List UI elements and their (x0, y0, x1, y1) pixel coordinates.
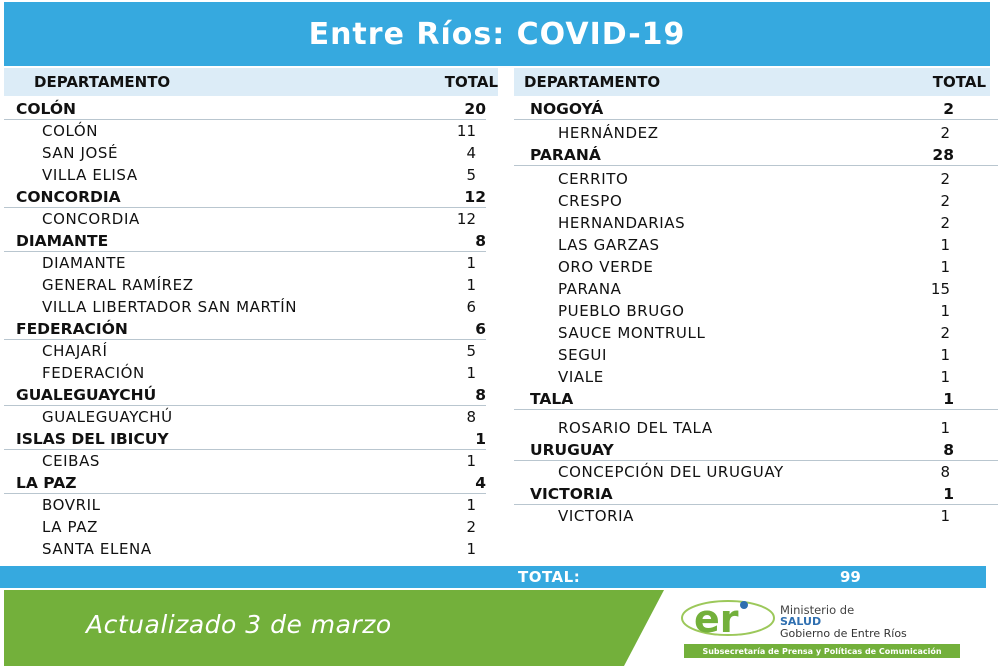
municipality-total: 5 (466, 166, 476, 184)
municipality-row (4, 450, 500, 472)
municipality-total: 2 (940, 192, 950, 210)
municipality-row (514, 366, 990, 388)
municipality-total: 11 (456, 122, 476, 140)
department-name: ISLAS DEL IBICUY (16, 430, 169, 448)
department-name: DIAMANTE (16, 232, 109, 250)
department-row (514, 144, 990, 166)
department-total: 20 (464, 100, 486, 118)
department-total: 1 (943, 485, 954, 503)
municipality-name: CONCORDIA (42, 210, 140, 228)
grand-total-bar (0, 566, 986, 588)
department-total: 4 (475, 474, 486, 492)
municipality-name: FEDERACIÓN (42, 364, 145, 382)
department-total: 28 (932, 146, 954, 164)
municipality-row (4, 406, 500, 428)
column-departamento-label: DEPARTAMENTO (524, 73, 661, 91)
municipality-name: ORO VERDE (558, 258, 654, 276)
department-row (4, 472, 500, 494)
left-departments-table (4, 98, 500, 560)
municipality-name: LAS GARZAS (558, 236, 660, 254)
municipality-name: GUALEGUAYCHÚ (42, 408, 173, 426)
municipality-total: 4 (466, 144, 476, 162)
municipality-row (514, 344, 990, 366)
ministry-line-2: SALUD (780, 615, 822, 628)
municipality-name: DIAMANTE (42, 254, 127, 272)
department-total: 6 (475, 320, 486, 338)
municipality-total: 2 (940, 124, 950, 142)
department-name: PARANÁ (530, 146, 601, 164)
department-row (4, 230, 500, 252)
municipality-name: BOVRIL (42, 496, 101, 514)
municipality-row (514, 168, 990, 190)
department-name: LA PAZ (16, 474, 77, 492)
municipality-row (4, 340, 500, 362)
municipality-name: PARANA (558, 280, 622, 298)
footer-banner (4, 590, 986, 666)
municipality-row (4, 120, 500, 142)
municipality-row (4, 208, 500, 230)
municipality-row (514, 322, 990, 344)
municipality-total: 1 (466, 452, 476, 470)
municipality-name: VICTORIA (558, 507, 635, 525)
municipality-name: SEGUI (558, 346, 608, 364)
department-row (514, 439, 990, 461)
department-row (4, 318, 500, 340)
municipality-name: HERNANDARIAS (558, 214, 686, 232)
column-departamento-label: DEPARTAMENTO (34, 73, 171, 91)
updated-date-text: Actualizado 3 de marzo (86, 610, 392, 639)
department-row (514, 483, 990, 505)
municipality-total: 1 (466, 496, 476, 514)
department-name: VICTORIA (530, 485, 613, 503)
ministry-line-1: Ministerio de (780, 603, 855, 617)
department-row (4, 384, 500, 406)
department-name: TALA (530, 390, 574, 408)
municipality-total: 2 (466, 518, 476, 536)
municipality-row (514, 122, 990, 144)
municipality-total: 5 (466, 342, 476, 360)
subsecretaria-banner: Subsecretaría de Prensa y Políticas de Comunicación (684, 644, 960, 658)
municipality-total: 1 (466, 276, 476, 294)
municipality-row (514, 461, 990, 483)
municipality-row (4, 516, 500, 538)
municipality-total: 2 (940, 324, 950, 342)
municipality-total: 1 (940, 346, 950, 364)
department-name: CONCORDIA (16, 188, 121, 206)
right-column-header (514, 68, 990, 96)
entre-rios-logo-icon (680, 596, 776, 636)
municipality-row (514, 256, 990, 278)
grand-total-label: TOTAL: (518, 568, 581, 586)
department-name: FEDERACIÓN (16, 320, 128, 338)
svg-text:er: er (694, 597, 739, 636)
department-row (4, 428, 500, 450)
department-row (4, 98, 500, 120)
municipality-name: HERNÁNDEZ (558, 124, 659, 142)
department-row (514, 98, 990, 120)
municipality-name: CONCEPCIÓN DEL URUGUAY (558, 463, 784, 481)
ministry-logo-text (780, 604, 907, 640)
municipality-name: SAN JOSÉ (42, 144, 119, 162)
municipality-row (514, 278, 990, 300)
municipality-name: CEIBAS (42, 452, 101, 470)
municipality-name: ROSARIO DEL TALA (558, 419, 713, 437)
municipality-total: 1 (466, 540, 476, 558)
municipality-total: 8 (940, 463, 950, 481)
municipality-name: GENERAL RAMÍREZ (42, 276, 194, 294)
municipality-name: CERRITO (558, 170, 629, 188)
municipality-total: 2 (940, 214, 950, 232)
municipality-total: 1 (940, 302, 950, 320)
department-row (4, 186, 500, 208)
department-total: 2 (943, 100, 954, 118)
department-total: 8 (475, 386, 486, 404)
municipality-total: 1 (466, 364, 476, 382)
page-header (4, 2, 990, 66)
municipality-row (4, 252, 500, 274)
municipality-total: 6 (466, 298, 476, 316)
department-name: GUALEGUAYCHÚ (16, 386, 157, 404)
municipality-row (514, 505, 990, 527)
department-name: URUGUAY (530, 441, 614, 459)
municipality-total: 1 (940, 419, 950, 437)
department-row (514, 388, 990, 410)
right-departments-table (514, 98, 990, 527)
municipality-name: VILLA ELISA (42, 166, 138, 184)
department-total: 8 (943, 441, 954, 459)
municipality-total: 2 (940, 170, 950, 188)
municipality-name: VILLA LIBERTADOR SAN MARTÍN (42, 298, 298, 316)
page-title: Entre Ríos: COVID-19 (308, 16, 686, 52)
municipality-row (4, 296, 500, 318)
municipality-name: LA PAZ (42, 518, 98, 536)
municipality-total: 1 (940, 236, 950, 254)
grand-total-value: 99 (840, 568, 861, 586)
municipality-total: 15 (930, 280, 950, 298)
ministry-line-3: Gobierno de Entre Ríos (780, 627, 907, 640)
municipality-name: COLÓN (42, 122, 99, 140)
municipality-name: CHAJARÍ (42, 342, 108, 360)
department-total: 12 (464, 188, 486, 206)
municipality-row (514, 212, 990, 234)
department-name: NOGOYÁ (530, 100, 604, 118)
municipality-total: 1 (940, 507, 950, 525)
department-total: 8 (475, 232, 486, 250)
municipality-name: PUEBLO BRUGO (558, 302, 685, 320)
municipality-row (4, 494, 500, 516)
left-column-header (4, 68, 498, 96)
municipality-row (514, 417, 990, 439)
municipality-row (4, 362, 500, 384)
municipality-row (4, 538, 500, 560)
municipality-row (4, 142, 500, 164)
municipality-name: SANTA ELENA (42, 540, 152, 558)
department-total: 1 (475, 430, 486, 448)
municipality-total: 1 (466, 254, 476, 272)
municipality-name: VIALE (558, 368, 604, 386)
municipality-row (4, 274, 500, 296)
municipality-total: 8 (466, 408, 476, 426)
municipality-total: 1 (940, 368, 950, 386)
column-total-label: TOTAL (444, 73, 498, 91)
municipality-total: 12 (456, 210, 476, 228)
municipality-row (514, 300, 990, 322)
department-total: 1 (943, 390, 954, 408)
municipality-row (4, 164, 500, 186)
municipality-row (514, 234, 990, 256)
municipality-total: 1 (940, 258, 950, 276)
municipality-row (514, 190, 990, 212)
department-name: COLÓN (16, 100, 77, 118)
column-total-label: TOTAL (932, 73, 986, 91)
municipality-name: SAUCE MONTRULL (558, 324, 706, 342)
municipality-name: CRESPO (558, 192, 623, 210)
